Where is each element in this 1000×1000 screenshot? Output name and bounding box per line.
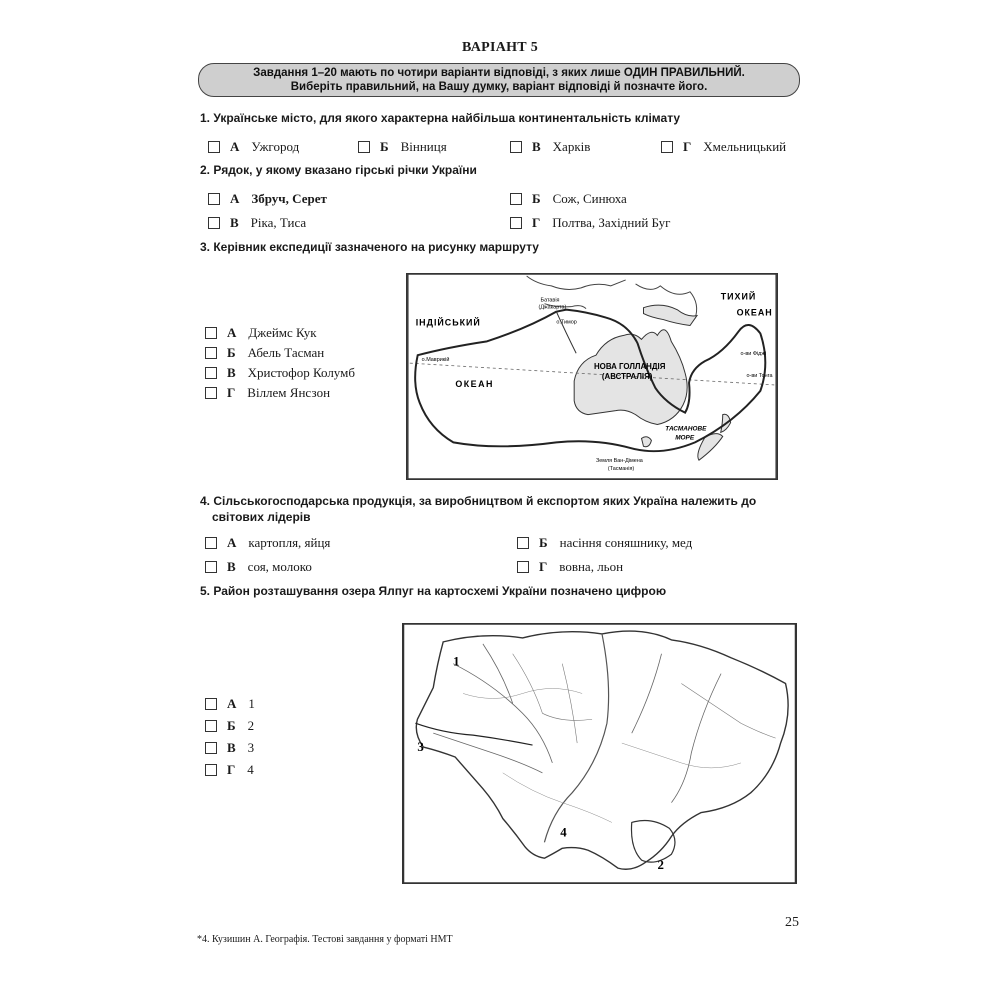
option-label: соя, молоко: [247, 559, 312, 574]
map-number-3: 3: [417, 740, 424, 755]
checkbox[interactable]: [358, 141, 370, 153]
checkbox[interactable]: [205, 327, 217, 339]
option-letter: Г: [227, 762, 236, 777]
checkbox[interactable]: [517, 537, 529, 549]
question-2-text: 2. Рядок, у якому вказано гірські річки України: [200, 163, 477, 177]
option-label: Хмельницький: [703, 139, 787, 154]
q1-option-b[interactable]: [358, 139, 447, 155]
option-label: Джеймс Кук: [248, 325, 317, 340]
q5-option-d[interactable]: [205, 762, 254, 778]
checkbox[interactable]: [510, 141, 522, 153]
q1-option-c[interactable]: [510, 139, 590, 155]
q3-option-c[interactable]: [205, 365, 355, 381]
checkbox[interactable]: [208, 141, 220, 153]
checkbox[interactable]: [208, 193, 220, 205]
option-letter: В: [532, 139, 541, 154]
expedition-route-map: [406, 273, 778, 480]
question-4-line-1: 4. Сільськогосподарська продукція, за виробництвом й експортом яких Україна належить до: [200, 494, 757, 508]
checkbox[interactable]: [205, 561, 217, 573]
q3-option-d[interactable]: [205, 385, 330, 401]
checkbox[interactable]: [205, 347, 217, 359]
option-letter: А: [227, 535, 237, 550]
q3-option-a[interactable]: [205, 325, 317, 341]
checkbox[interactable]: [205, 742, 217, 754]
q1-option-a[interactable]: [208, 139, 299, 155]
map-label-pacific: ТИХИЙ: [720, 291, 757, 302]
map-label-timor: о.Тимор: [556, 319, 577, 326]
map-label-mauritius: о.Маврикій: [421, 357, 450, 364]
question-5-text: 5. Район розташування озера Ялпуг на картосхемі України позначено цифрою: [200, 584, 667, 598]
option-label: 1: [248, 696, 255, 711]
option-letter: Б: [532, 191, 541, 206]
checkbox[interactable]: [205, 387, 217, 399]
option-letter: В: [227, 559, 236, 574]
option-label: насіння соняшнику, мед: [559, 535, 693, 550]
q2-option-a[interactable]: [208, 191, 327, 207]
option-letter: А: [230, 191, 240, 206]
option-label: 3: [247, 740, 255, 755]
checkbox[interactable]: [510, 217, 522, 229]
map-label-tasmania: (Тасманія): [607, 466, 635, 473]
q2-option-d[interactable]: [510, 215, 671, 231]
q2-option-c[interactable]: [208, 215, 306, 231]
q5-option-b[interactable]: [205, 718, 254, 734]
instructions-banner: [198, 63, 800, 97]
option-label: 2: [247, 718, 255, 733]
checkbox[interactable]: [205, 698, 217, 710]
q4-option-a[interactable]: [205, 535, 330, 551]
option-letter: Г: [539, 559, 548, 574]
q5-option-c[interactable]: [205, 740, 254, 756]
checkbox[interactable]: [205, 764, 217, 776]
map-number-1: 1: [453, 654, 460, 669]
checkbox[interactable]: [661, 141, 673, 153]
footnote: *4. Кузишин А. Географія. Тестові завдання у форматі НМТ: [197, 934, 453, 945]
option-label: Абель Тасман: [247, 345, 325, 360]
instructions-line-1: Завдання 1–20 мають по чотири варіанти відповіді, з яких лише ОДИН ПРАВИЛЬНИЙ.: [253, 67, 745, 79]
map-number-4: 4: [560, 825, 567, 840]
map-label-australia: (АВСТРАЛІЯ): [601, 371, 653, 381]
q4-option-c[interactable]: [205, 559, 312, 575]
option-letter: Б: [539, 535, 548, 550]
option-label: картопля, яйця: [248, 535, 331, 550]
q3-option-b[interactable]: [205, 345, 324, 361]
option-label: Ріка, Тиса: [250, 215, 307, 230]
option-letter: Б: [227, 718, 236, 733]
option-label: Харків: [552, 139, 591, 154]
question-1-text: 1. Українське місто, для якого характерна найбільша континентальність клімату: [200, 111, 681, 125]
option-label: Збруч, Серет: [251, 191, 327, 206]
option-label: Полтва, Західний Буг: [552, 215, 671, 230]
checkbox[interactable]: [517, 561, 529, 573]
option-letter: В: [227, 365, 236, 380]
option-letter: А: [227, 696, 237, 711]
option-label: 4: [247, 762, 254, 777]
option-letter: А: [227, 325, 237, 340]
checkbox[interactable]: [205, 720, 217, 732]
checkbox[interactable]: [205, 537, 217, 549]
question-3-text: 3. Керівник експедиції зазначеного на рисунку маршруту: [200, 240, 539, 254]
map-label-indian: ІНДІЙСЬКИЙ: [415, 317, 481, 328]
map-number-2: 2: [657, 858, 665, 873]
option-label: Вінниця: [400, 139, 447, 154]
option-label: Ужгород: [251, 139, 300, 154]
option-letter: Г: [683, 139, 692, 154]
map-label-tasman-sea-2: МОРЕ: [675, 434, 695, 442]
page-title: ВАРІАНТ 5: [461, 40, 539, 55]
ukraine-map: [402, 623, 797, 884]
map-label-fiji: о-ви Фіджі: [740, 351, 767, 358]
option-label: Христофор Колумб: [247, 365, 355, 380]
page-number: 25: [785, 915, 799, 930]
checkbox[interactable]: [510, 193, 522, 205]
option-letter: Б: [380, 139, 389, 154]
checkbox[interactable]: [205, 367, 217, 379]
option-label: вовна, льон: [559, 559, 624, 574]
map-label-tonga: о-ви Тонга: [746, 372, 773, 379]
option-letter: А: [230, 139, 240, 154]
q4-option-b[interactable]: [517, 535, 692, 551]
question-4-line-2: світових лідерів: [212, 510, 311, 524]
map-label-van-diemen: Земля Ван-Дімена: [595, 458, 643, 465]
map-label-batavia: Батавія: [540, 297, 560, 304]
option-letter: Г: [532, 215, 541, 230]
option-letter: В: [227, 740, 236, 755]
q5-option-a[interactable]: [205, 696, 255, 712]
option-letter: Б: [227, 345, 236, 360]
checkbox[interactable]: [208, 217, 220, 229]
option-letter: Г: [227, 385, 236, 400]
option-label: Віллем Янсзон: [247, 385, 331, 400]
map-label-ocean-left: ОКЕАН: [455, 378, 494, 389]
map-label-new-holland: НОВА ГОЛЛАНДІЯ: [593, 362, 666, 372]
question-4-text: [200, 493, 810, 525]
map-label-jakarta: (Джакарта): [538, 304, 567, 311]
map-label-ocean-right: ОКЕАН: [736, 307, 773, 318]
q2-option-b[interactable]: [510, 191, 627, 207]
q1-option-d[interactable]: [661, 139, 786, 155]
option-letter: В: [230, 215, 239, 230]
instructions-line-2: Виберіть правильний, на Вашу думку, варіант відповіді й позначте його.: [290, 81, 708, 93]
option-label: Сож, Синюха: [552, 191, 627, 206]
map-label-tasman-sea-1: ТАСМАНОВЕ: [665, 425, 707, 433]
q4-option-d[interactable]: [517, 559, 623, 575]
